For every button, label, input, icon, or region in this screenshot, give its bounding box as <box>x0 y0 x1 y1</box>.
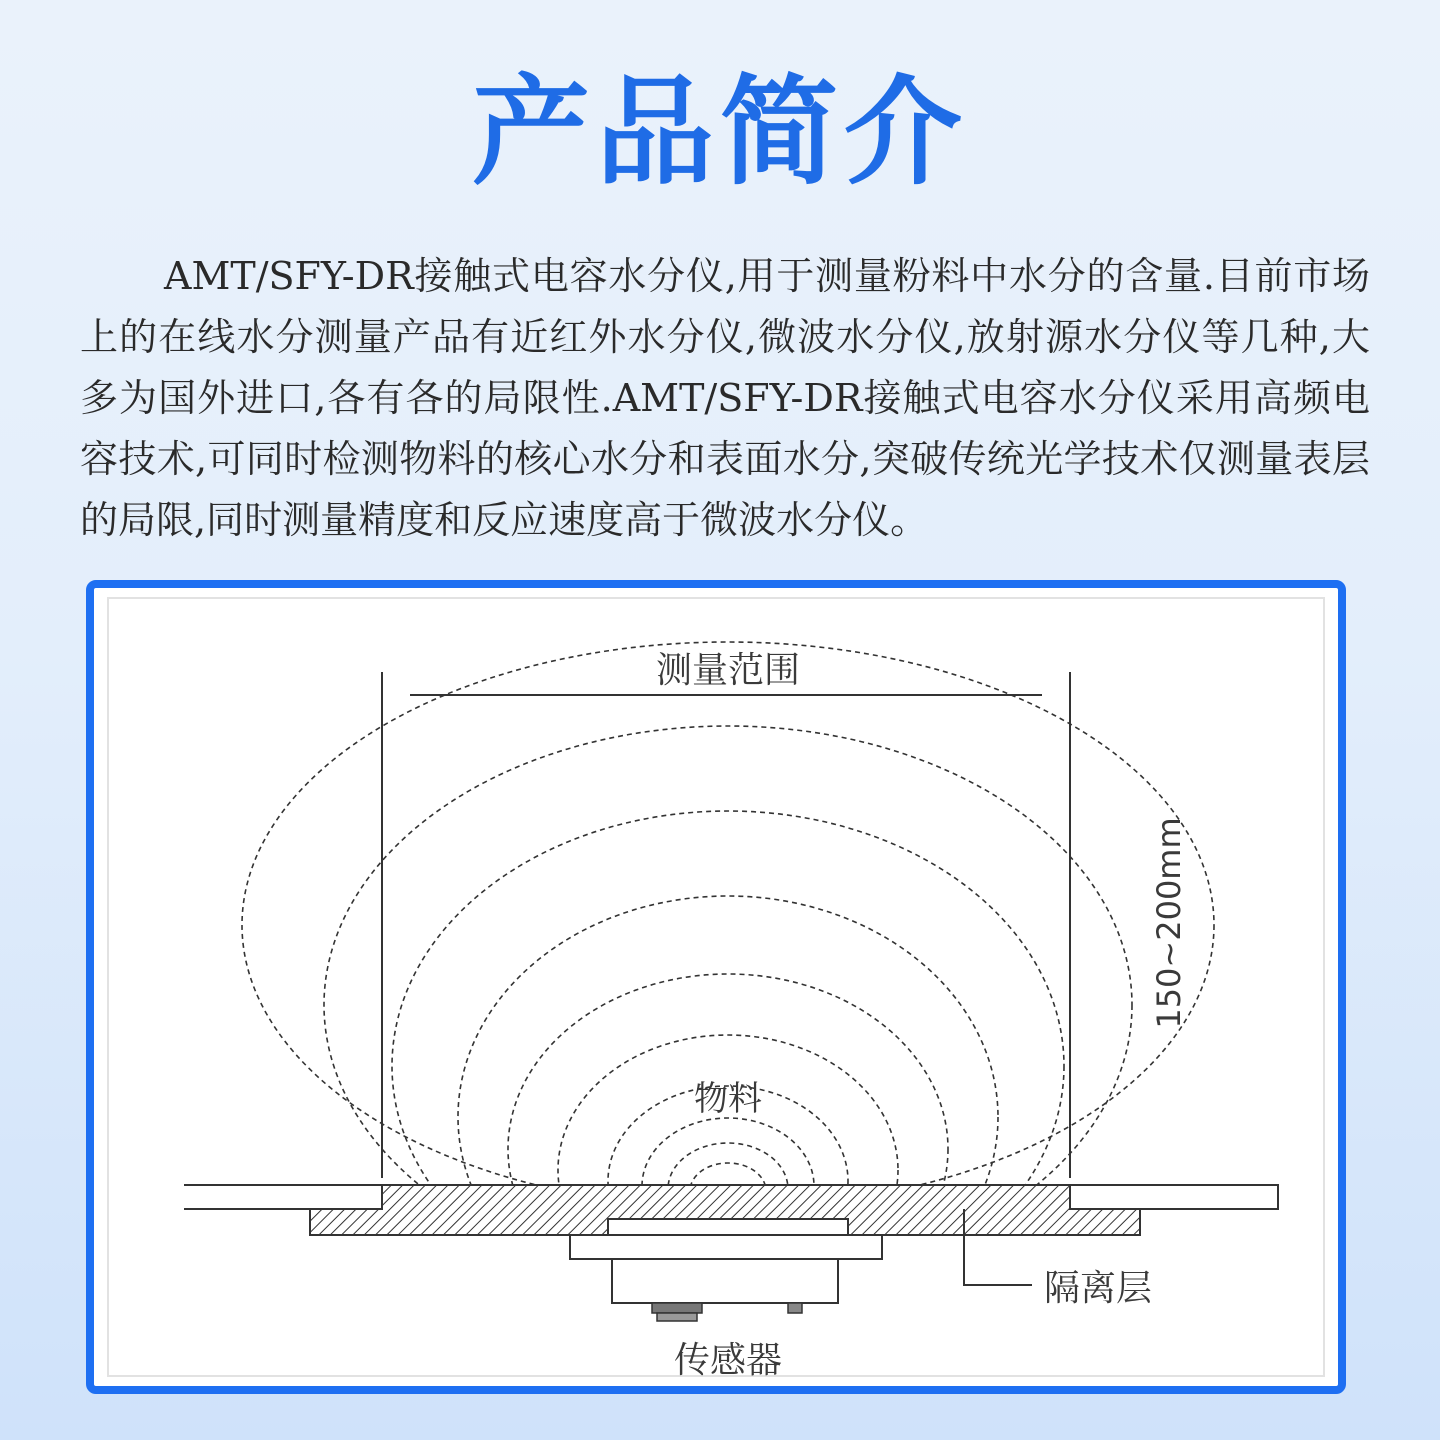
sensor-field-diagram <box>94 588 1338 1386</box>
sensor-connector <box>652 1303 702 1321</box>
insulation-label: 隔离层 <box>1044 1268 1153 1309</box>
sensor-flange <box>570 1235 882 1259</box>
range-label: 测量范围 <box>655 650 801 691</box>
left-plate <box>184 1185 382 1209</box>
depth-label: 150~200mm <box>1150 817 1188 1029</box>
field-line-1 <box>242 642 1214 1208</box>
sensor-screw <box>788 1303 802 1313</box>
page-title: 产品简介 <box>471 63 968 201</box>
sensor-label: 传感器 <box>673 1340 783 1381</box>
material-label: 物料 <box>694 1079 762 1119</box>
product-intro-paragraph: AMT/SFY-DR接触式电容水分仪,用于测量粉料中水分的含量.目前市场上的在线水分测量产品有近红外水分仪,微波水分仪,放射源水分仪等几种,大多为国外进口,各有各的局限性.AMT/SFY-DR接触式电容水分仪采用高频电容技术,可同时检测物料的核心水分和表面水分,突破传统光学技术仅测量表层的局限,同时测量精度和反应速度高于微波水分仪。 <box>80 254 1370 542</box>
right-plate <box>1070 1185 1278 1209</box>
sensor-body <box>612 1259 838 1303</box>
sensor-face <box>608 1219 848 1235</box>
diagram-frame <box>86 580 1346 1394</box>
